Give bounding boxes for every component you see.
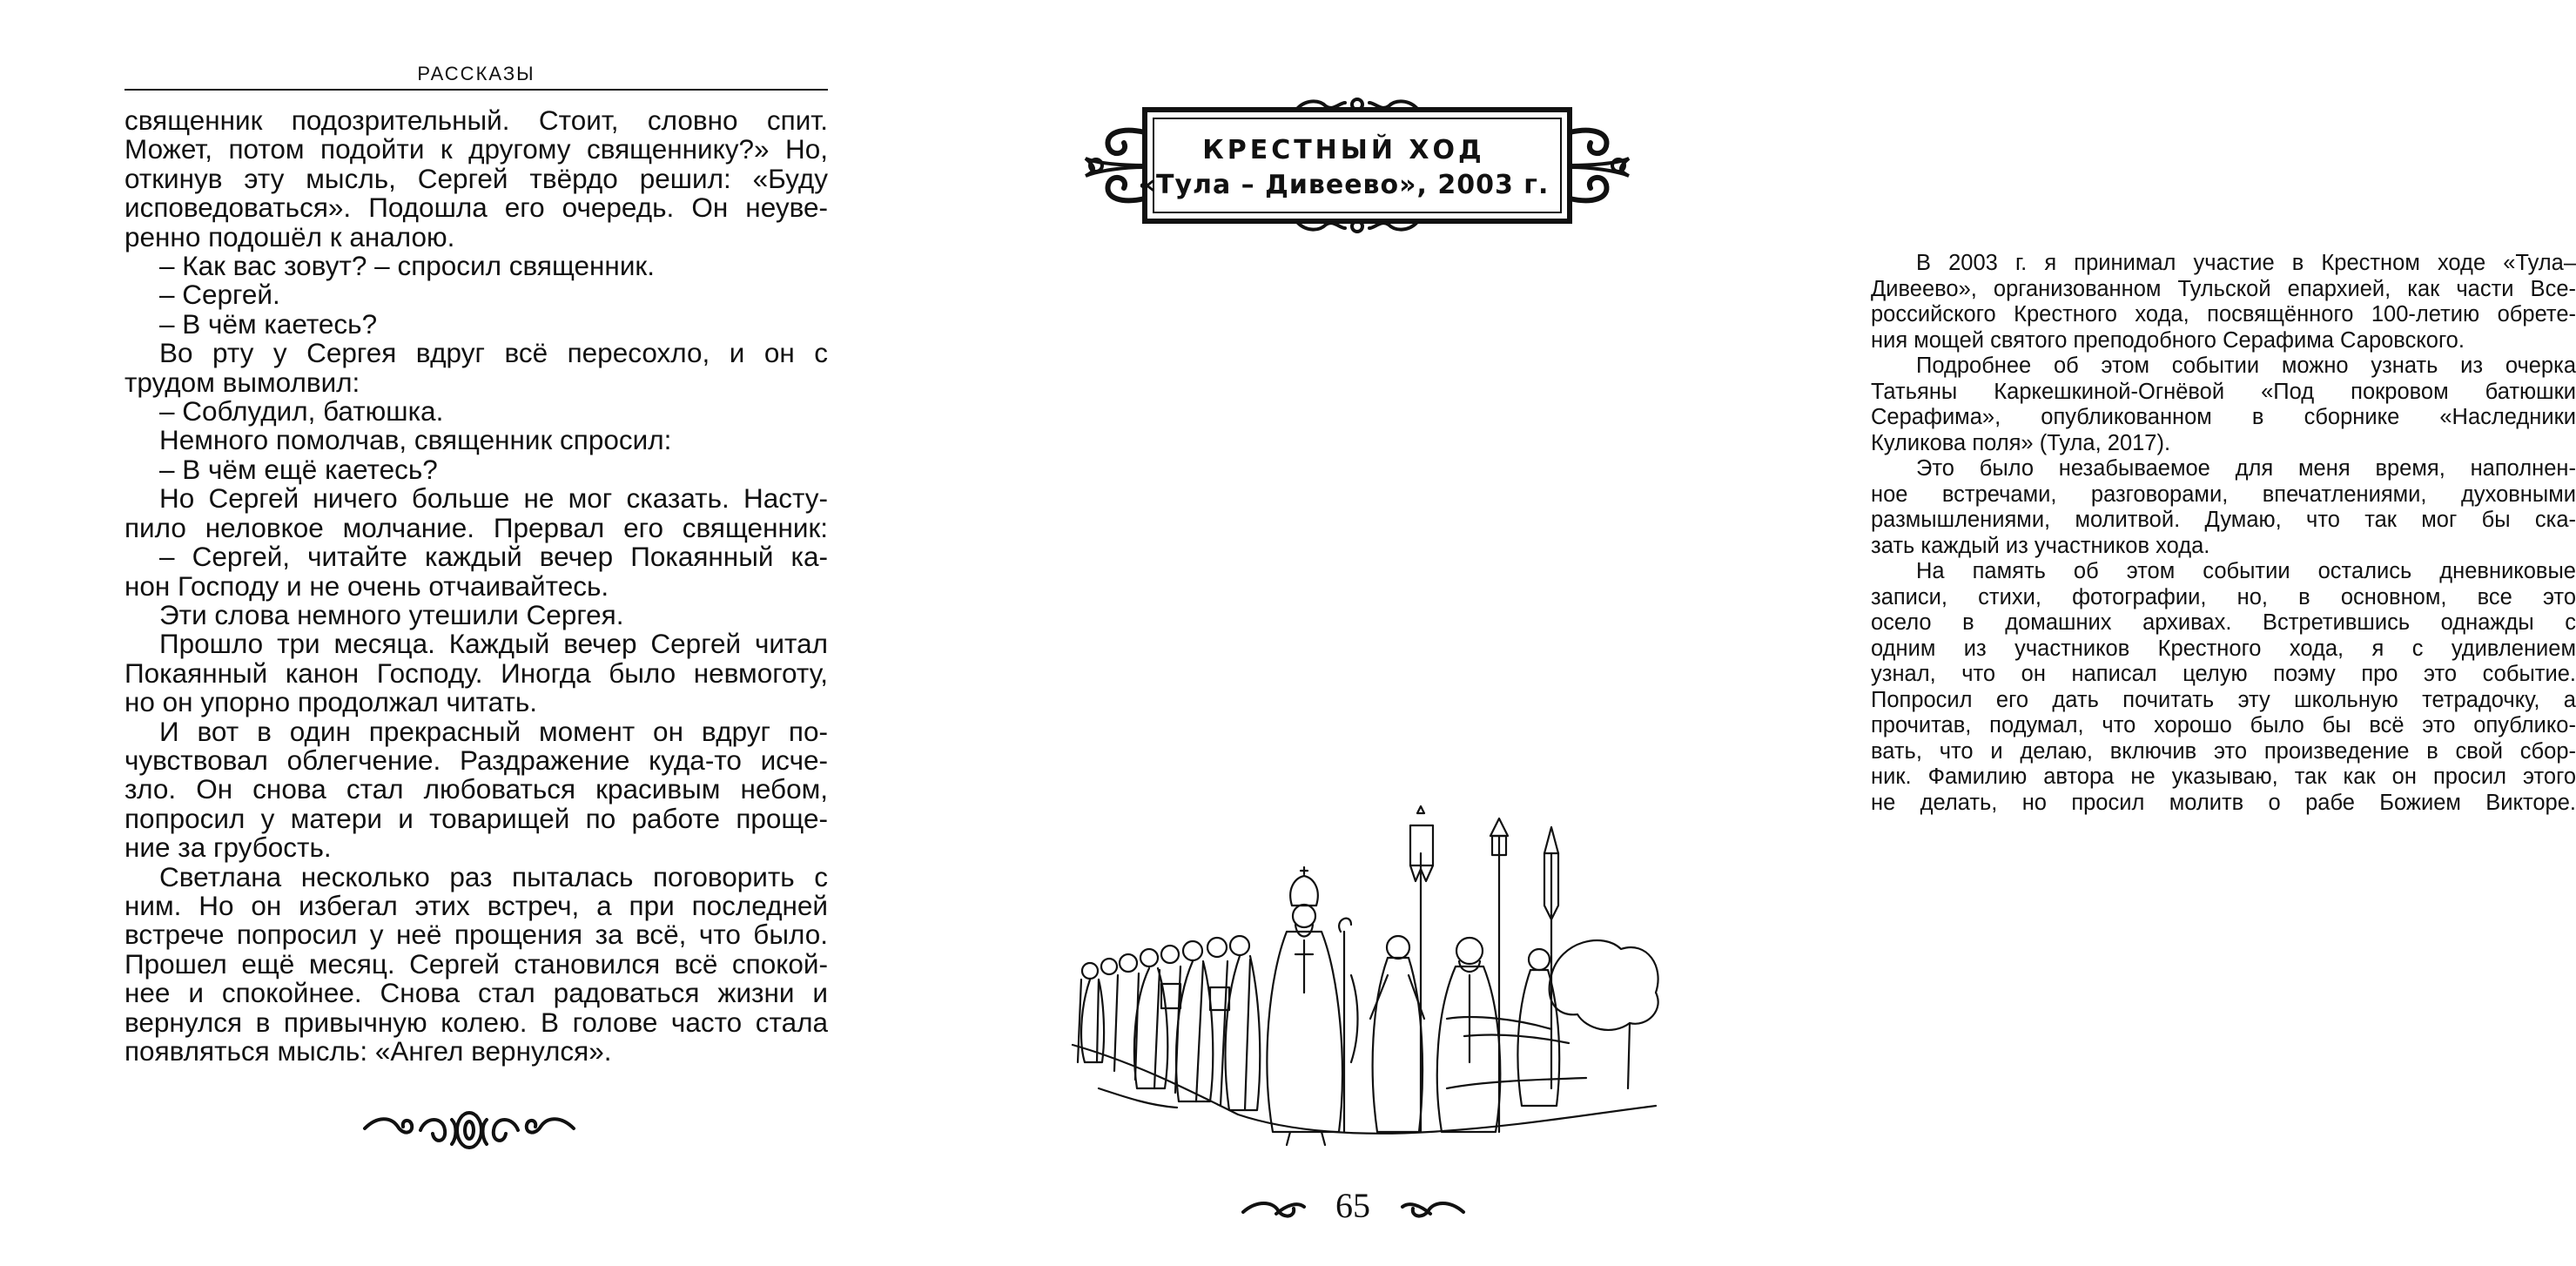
text-line: – В чём каетесь?	[159, 307, 378, 340]
text-line: ренно подошёл к аналою.	[124, 220, 455, 253]
text-line: На память об этом событии остались дневниковые	[1916, 559, 2576, 583]
text-line: вернулся в привычную колею. В голове часто стала	[124, 1006, 828, 1038]
text-line: трудом вымолвил:	[124, 366, 360, 398]
scroll-flourish-icon	[360, 1104, 579, 1153]
text-line: – Сергей.	[159, 279, 280, 311]
text-line: попросил у матери и товарищей по работе проще-	[124, 802, 828, 834]
page-number: 65	[1335, 1186, 1370, 1225]
text-line: Во рту у Сергея вдруг всё пересохло, и он с	[159, 337, 828, 369]
header-rule	[124, 89, 828, 91]
text-line: нее и спокойнее. Снова стал радоваться жизни и	[124, 977, 828, 1009]
text-line: исповедоваться». Подошла его очередь. Он неуве-	[124, 192, 828, 224]
text-line: священник подозрительный. Стоит, словно спит.	[124, 104, 828, 136]
text-line: Светлана несколько раз пыталась поговорить с	[159, 860, 828, 892]
text-line: Это было незабываемое для меня время, наполнен-	[1916, 456, 2576, 481]
text-line: одним из участников Крестного хода, я с удивлением	[1871, 636, 2576, 661]
text-line: Прошло три месяца. Каждый вечер Сергей читал	[159, 628, 828, 660]
text-line: нон Господу и не очень отчаивайтесь.	[124, 569, 609, 602]
ornamental-frame-icon	[1079, 98, 1636, 233]
text-line: но он упорно продолжал читать.	[124, 686, 538, 718]
text-line: ное встречами, разговорами, впечатлениями, духовными	[1871, 481, 2576, 507]
text-line: ник. Фамилию автора не указываю, так как он просил этого	[1871, 764, 2576, 789]
text-line: Прошел ещё месяц. Сергей становился всё спокой-	[124, 947, 828, 980]
text-line: зать каждый из участников хода.	[1871, 533, 2210, 558]
text-line: Попросил его дать почитать эту школьную тетрадочку, а	[1871, 687, 2576, 712]
text-line: размышлениями, молитвой. Думаю, что так мог бы ска-	[1871, 508, 2576, 532]
text-line: В 2003 г. я принимал участие в Крестном ходе «Тула–	[1916, 251, 2576, 275]
text-line: Татьяны Каркешкиной-Огнёвой «Под покровом батюшки	[1871, 379, 2576, 404]
text-line: Покаянный канон Господу. Иногда было невмоготу,	[124, 657, 828, 689]
text-line: пило неловкое молчание. Прервал его священник:	[124, 511, 828, 543]
chapter-subtitle: «Тула – Дивеево», 2003 г.	[1138, 170, 1550, 200]
text-line: Эти слова немного утешили Сергея.	[159, 598, 624, 630]
text-line: ним. Но он избегал этих встреч, а при последней	[124, 889, 828, 921]
text-line: – Сергей, читайте каждый вечер Покаянный ка-	[159, 541, 828, 573]
right-page	[896, 0, 2576, 1266]
text-line: Серафима», опубликованном в сборнике «Наследники	[1871, 405, 2576, 429]
right-body-text	[1871, 251, 2576, 816]
text-line: российского Крестного хода, посвящённого 100-летию обрете-	[1871, 302, 2576, 327]
text-line: Дивеево», организованном Тульской епархией, как части Все-	[1871, 276, 2576, 301]
text-line: ния мощей святого преподобного Серафима Саровского.	[1871, 327, 2465, 353]
text-line: вать, что и делаю, включив это произведение в свой сбор-	[1871, 738, 2576, 764]
text-line: Подробнее об этом событии можно узнать из очерка	[1916, 354, 2576, 378]
text-line: встрече попросил у неё прощения за всё, что было.	[124, 919, 828, 951]
left-body-text	[124, 106, 828, 1066]
text-line: ние за грубость.	[124, 832, 332, 864]
chapter-title: КРЕСТНЫЙ ХОД	[1202, 135, 1485, 165]
text-line: Может, потом подойти к другому священнику?» Но,	[124, 133, 828, 165]
text-line: Немного помолчав, священник спросил:	[159, 424, 672, 456]
text-line: осело в домашних архивах. Встретившись однажды с	[1871, 610, 2576, 635]
text-line: записи, стихи, фотографии, но, в основном, все это	[1871, 584, 2576, 609]
text-line: – Как вас зовут? – спросил священник.	[159, 250, 655, 282]
left-page	[0, 0, 896, 1266]
text-line: чувствовал облегчение. Раздражение куда-то исче-	[124, 744, 828, 776]
text-line: – Соблудил, батюшка.	[159, 395, 444, 428]
text-line: – В чём ещё каетесь?	[159, 453, 438, 485]
text-line: узнал, что он написал целую поэму про это событие.	[1871, 662, 2576, 686]
text-line: откинув эту мысль, Сергей твёрдо решил: «Буду	[124, 162, 828, 194]
text-line: не делать, но просил молитв о рабе Божием Викторе.	[1871, 790, 2576, 815]
text-line: прочитав, подумал, что хорошо было бы всё это опублико-	[1871, 713, 2576, 737]
text-line: Но Сергей ничего больше не мог сказать. Насту-	[159, 482, 828, 515]
text-line: И вот в один прекрасный момент он вдруг по-	[159, 715, 828, 747]
text-line: зло. Он снова стал любоваться красивым небом,	[124, 773, 828, 805]
text-line: появляться мысль: «Ангел вернулся».	[124, 1035, 612, 1067]
running-head: РАССКАЗЫ	[417, 63, 535, 84]
religious-procession-illustration	[1064, 801, 1665, 1167]
text-line: Куликова поля» (Тула, 2017).	[1871, 430, 2171, 455]
